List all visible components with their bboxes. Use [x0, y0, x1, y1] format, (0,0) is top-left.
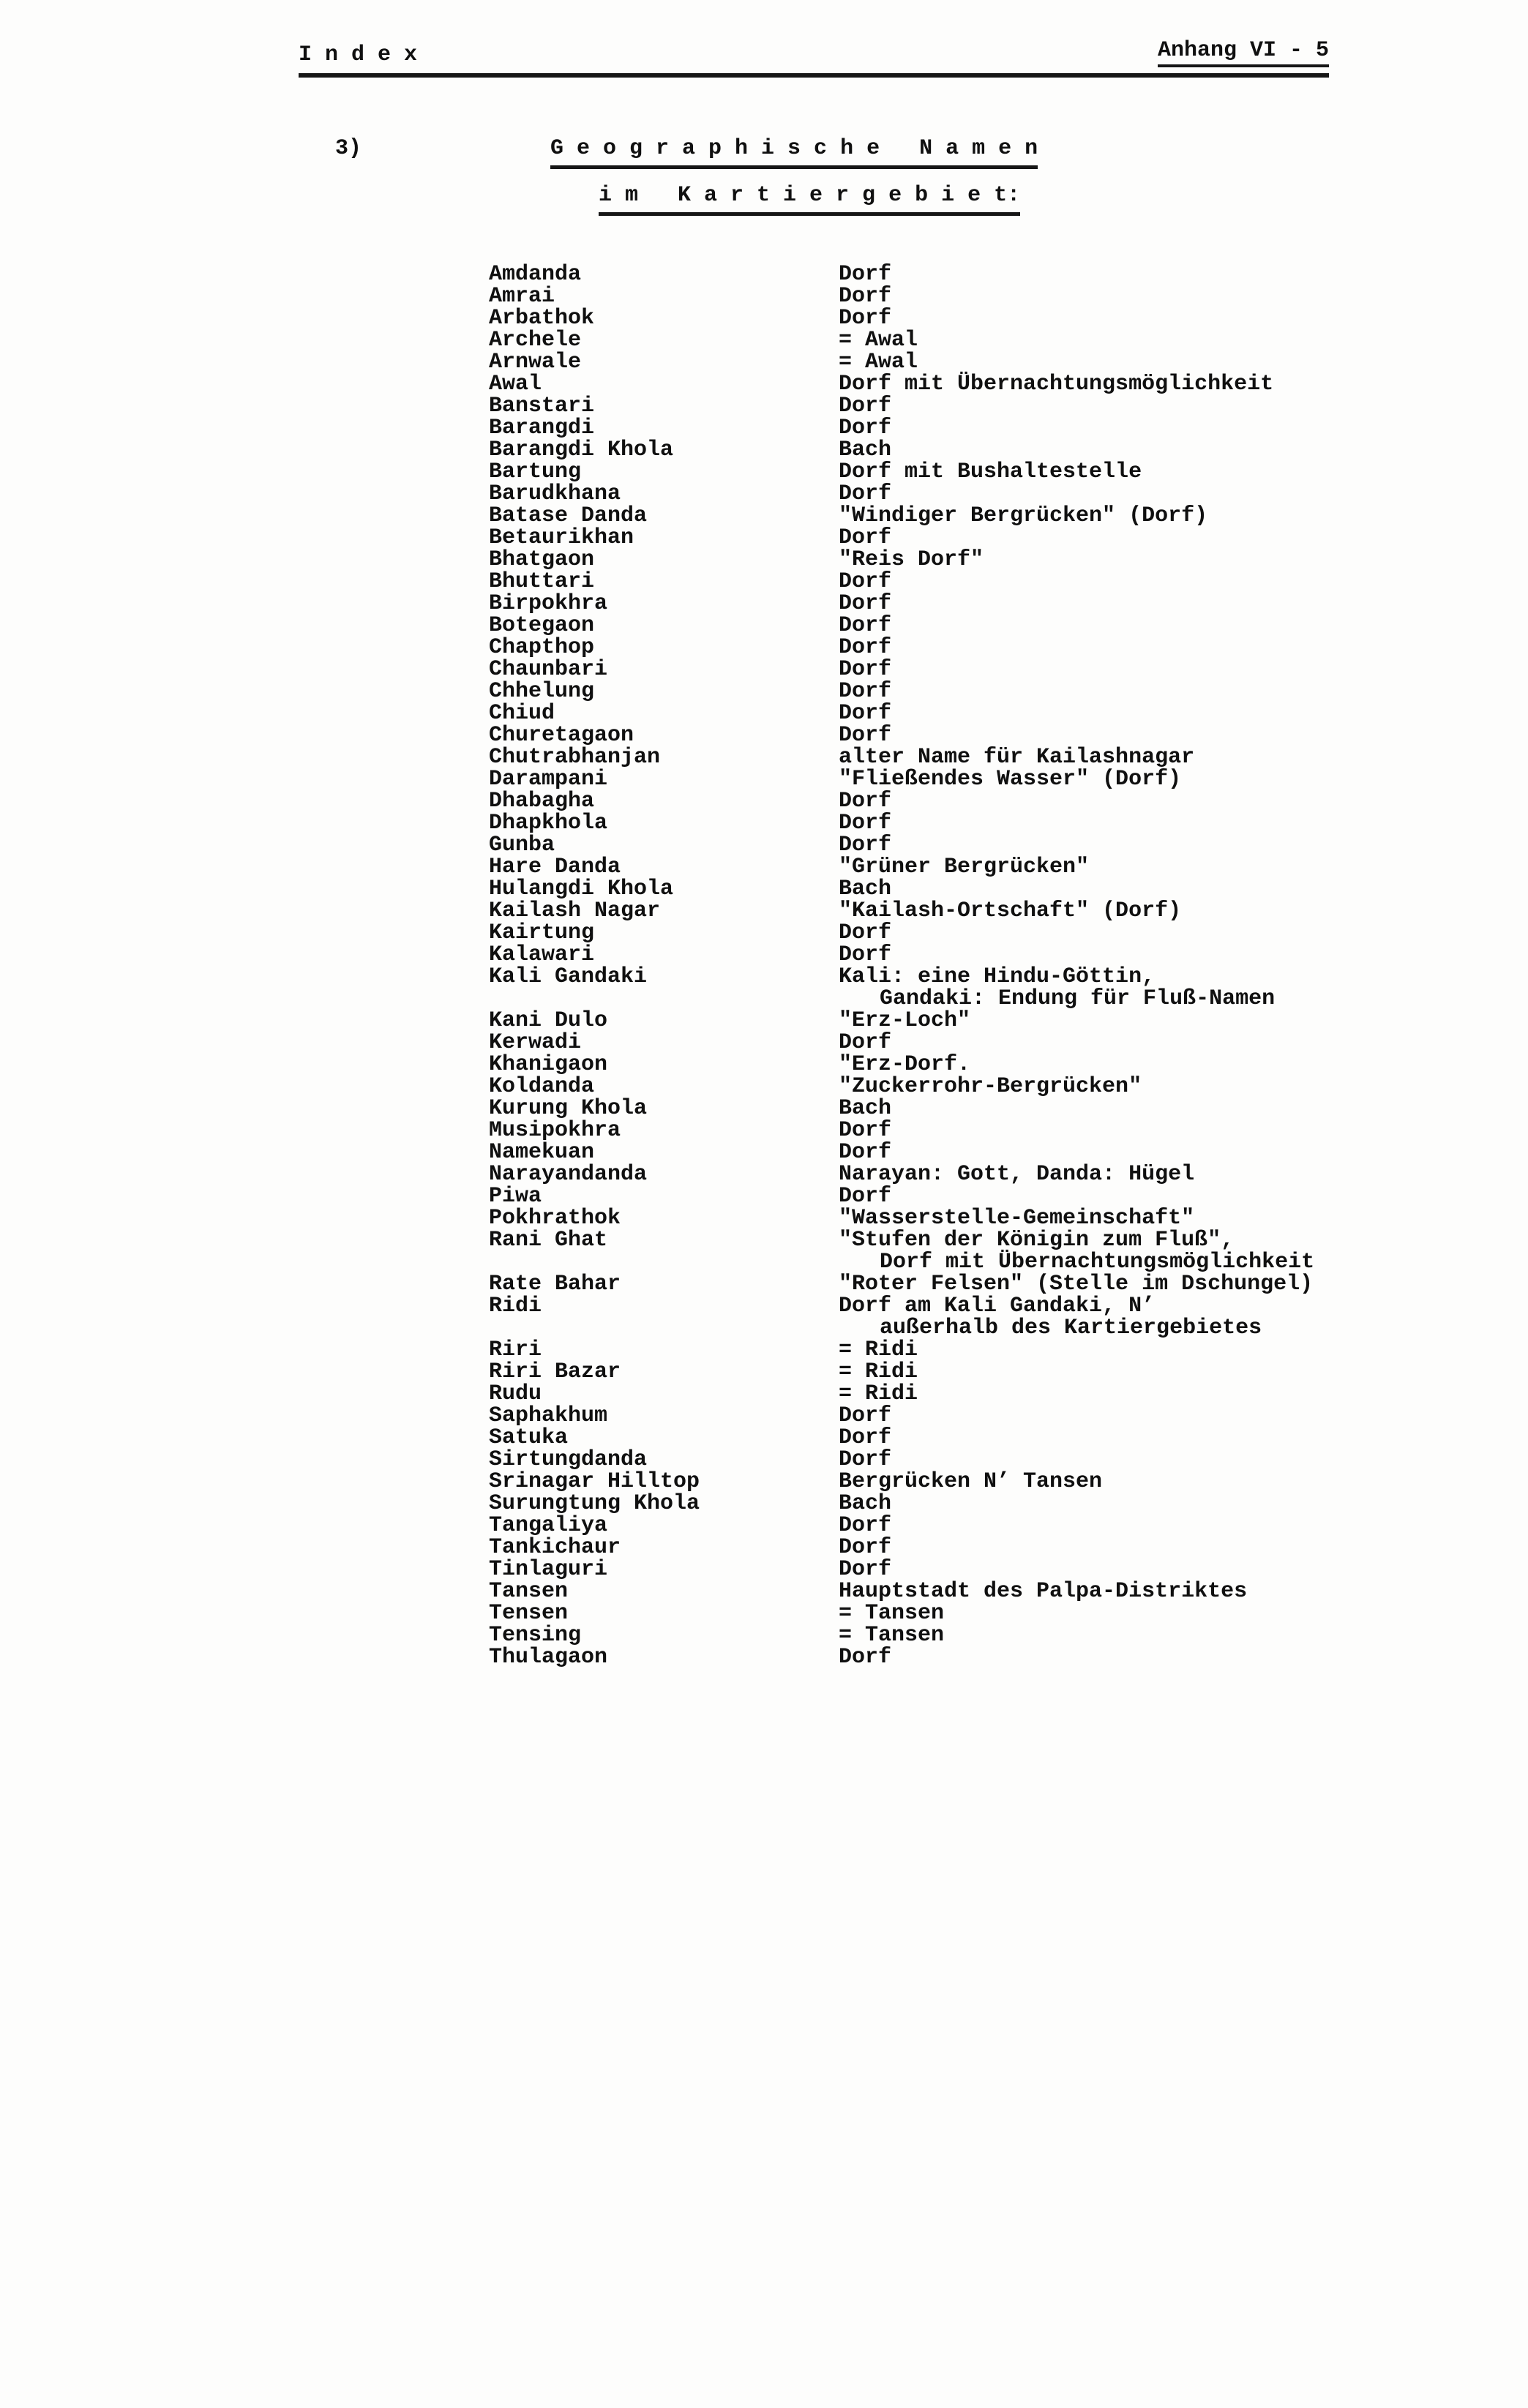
place-description-block — [839, 307, 1314, 329]
place-name: Dhabagha — [489, 789, 595, 814]
place-description-block — [839, 1515, 1314, 1537]
place-description: Dorf — [839, 284, 892, 309]
place-description: Dorf — [839, 613, 892, 638]
place-description: Dorf — [839, 723, 892, 748]
place-description: Dorf mit Übernachtungsmöglichkeit — [839, 372, 1274, 397]
place-description-block — [839, 966, 1314, 1010]
index-row — [489, 527, 1314, 549]
place-description: Dorf — [839, 635, 892, 660]
index-row — [489, 1361, 1314, 1383]
place-name: Darampani — [489, 767, 608, 792]
index-row — [489, 615, 1314, 637]
index-row — [489, 549, 1314, 571]
index-row — [489, 483, 1314, 505]
index-row — [489, 285, 1314, 307]
index-row — [489, 1295, 1314, 1339]
place-name: Riri — [489, 1338, 542, 1362]
place-name: Pokhrathok — [489, 1206, 621, 1231]
place-description-block — [839, 373, 1314, 395]
index-row — [489, 1427, 1314, 1449]
place-name: Kurung Khola — [489, 1096, 648, 1121]
place-name: Bhuttari — [489, 569, 595, 594]
place-description-block — [839, 1449, 1314, 1471]
index-row — [489, 571, 1314, 593]
place-description-block — [839, 1646, 1314, 1668]
index-row — [489, 307, 1314, 329]
place-description-continuation: außerhalb des Kartiergebietes — [880, 1316, 1262, 1340]
index-row — [489, 790, 1314, 812]
index-row — [489, 351, 1314, 373]
place-description: Dorf — [839, 306, 892, 331]
place-description: "Reis Dorf" — [839, 547, 984, 572]
place-description: Dorf — [839, 942, 892, 967]
place-description: = Ridi — [839, 1381, 918, 1406]
place-description-block — [839, 1559, 1314, 1580]
place-description-block — [839, 790, 1314, 812]
place-description-block — [839, 285, 1314, 307]
place-description-block — [839, 593, 1314, 615]
index-row — [489, 680, 1314, 702]
place-description: "Erz-Dorf. — [839, 1052, 971, 1077]
place-description-block — [839, 1427, 1314, 1449]
place-name: Tinlaguri — [489, 1557, 608, 1582]
place-name: Saphakhum — [489, 1403, 608, 1428]
place-description-block — [839, 1207, 1314, 1229]
place-description: Dorf — [839, 657, 892, 682]
place-description: = Ridi — [839, 1338, 918, 1362]
place-name: Kairtung — [489, 920, 595, 945]
place-description-block — [839, 834, 1314, 856]
place-description-block — [839, 746, 1314, 768]
place-description-block — [839, 702, 1314, 724]
place-name: Chiud — [489, 701, 555, 726]
place-name: Rate Bahar — [489, 1272, 621, 1297]
place-description-block — [839, 659, 1314, 680]
place-name: Srinagar Hilltop — [489, 1469, 700, 1494]
place-description: Dorf — [839, 811, 892, 836]
section-title-line2: i m K a r t i e r g e b i e t: — [599, 183, 1020, 216]
place-name: Surungtung Khola — [489, 1491, 700, 1516]
place-description: Bach — [839, 877, 892, 901]
place-description: Dorf mit Bushaltestelle — [839, 460, 1142, 484]
index-row — [489, 1032, 1314, 1054]
place-description-block — [839, 1119, 1314, 1141]
place-description: Dorf — [839, 1447, 892, 1472]
place-description: Dorf — [839, 1425, 892, 1450]
place-description: Dorf — [839, 262, 892, 287]
place-description-block — [839, 1185, 1314, 1207]
header-index-label: I n d e x — [299, 42, 418, 67]
place-description: Dorf — [839, 1030, 892, 1055]
index-row — [489, 1559, 1314, 1580]
place-description-block — [839, 1361, 1314, 1383]
index-row — [489, 1207, 1314, 1229]
place-description-block — [839, 812, 1314, 834]
place-name: Hare Danda — [489, 855, 621, 879]
index-row — [489, 1493, 1314, 1515]
place-description-block — [839, 1295, 1314, 1339]
place-description-block — [839, 922, 1314, 944]
header-appendix-label: Anhang VI - 5 — [1158, 38, 1329, 67]
index-row — [489, 1646, 1314, 1668]
place-description: Dorf — [839, 833, 892, 858]
place-description: = Ridi — [839, 1359, 918, 1384]
place-name: Hulangdi Khola — [489, 877, 674, 901]
place-name: Amdanda — [489, 262, 582, 287]
place-name: Batase Danda — [489, 503, 648, 528]
place-name: Barangdi Khola — [489, 438, 674, 462]
index-row — [489, 922, 1314, 944]
place-description: Dorf — [839, 1645, 892, 1670]
index-row — [489, 966, 1314, 1010]
index-row — [489, 505, 1314, 527]
place-description: "Kailash-Ortschaft" (Dorf) — [839, 899, 1182, 923]
place-description-continuation: Gandaki: Endung für Fluß-Namen — [880, 986, 1276, 1011]
place-name: Riri Bazar — [489, 1359, 621, 1384]
place-description: Bergrücken N’ Tansen — [839, 1469, 1103, 1494]
index-row — [489, 724, 1314, 746]
section-number: 3) — [335, 136, 362, 161]
index-row — [489, 461, 1314, 483]
index-row — [489, 1471, 1314, 1493]
place-description: Dorf — [839, 1557, 892, 1582]
index-row — [489, 373, 1314, 395]
place-name: Betaurikhan — [489, 525, 634, 550]
place-description: Dorf — [839, 569, 892, 594]
place-name: Narayandanda — [489, 1162, 648, 1187]
place-description: Dorf — [839, 1118, 892, 1143]
index-row — [489, 702, 1314, 724]
index-row — [489, 659, 1314, 680]
index-row — [489, 329, 1314, 351]
index-row — [489, 812, 1314, 834]
place-description-block — [839, 1493, 1314, 1515]
place-description-block — [839, 1339, 1314, 1361]
place-name: Barudkhana — [489, 481, 621, 506]
place-description-block — [839, 724, 1314, 746]
place-name: Tankichaur — [489, 1535, 621, 1560]
place-name: Namekuan — [489, 1140, 595, 1165]
place-name: Chutrabhanjan — [489, 745, 661, 770]
page-header — [299, 38, 1329, 78]
place-name: Dhapkhola — [489, 811, 608, 836]
place-description: Narayan: Gott, Danda: Hügel — [839, 1162, 1195, 1187]
place-name: Barangdi — [489, 416, 595, 440]
place-description-block — [839, 637, 1314, 659]
place-name: Kailash Nagar — [489, 899, 661, 923]
place-description: Dorf — [839, 1513, 892, 1538]
place-name: Chapthop — [489, 635, 595, 660]
place-name: Awal — [489, 372, 542, 397]
index-list — [489, 263, 1314, 1668]
index-row — [489, 1163, 1314, 1185]
place-description: "Stufen der Königin zum Fluß", — [839, 1228, 1235, 1253]
place-name: Rudu — [489, 1381, 542, 1406]
place-description: Dorf — [839, 920, 892, 945]
place-description-block — [839, 527, 1314, 549]
index-row — [489, 593, 1314, 615]
place-description: alter Name für Kailashnagar — [839, 745, 1195, 770]
place-description: Bach — [839, 438, 892, 462]
place-description-continuation: Dorf mit Übernachtungsmöglichkeit — [880, 1250, 1315, 1275]
place-name: Sirtungdanda — [489, 1447, 648, 1472]
place-name: Kalawari — [489, 942, 595, 967]
place-description: Dorf — [839, 1184, 892, 1209]
place-name: Tangaliya — [489, 1513, 608, 1538]
place-description-block — [839, 395, 1314, 417]
index-row — [489, 878, 1314, 900]
place-description-block — [839, 944, 1314, 966]
place-description: = Tansen — [839, 1601, 945, 1626]
index-row — [489, 856, 1314, 878]
index-row — [489, 1119, 1314, 1141]
place-name: Gunba — [489, 833, 555, 858]
place-description-block — [839, 768, 1314, 790]
place-description: Dorf — [839, 416, 892, 440]
place-name: Koldanda — [489, 1074, 595, 1099]
place-name: Kerwadi — [489, 1030, 582, 1055]
place-description: = Awal — [839, 350, 918, 375]
place-name: Bhatgaon — [489, 547, 595, 572]
place-name: Chaunbari — [489, 657, 608, 682]
place-description-block — [839, 329, 1314, 351]
index-row — [489, 1229, 1314, 1273]
place-description: "Roter Felsen" (Stelle im Dschungel) — [839, 1272, 1314, 1297]
place-description: Dorf — [839, 525, 892, 550]
place-description-block — [839, 1229, 1314, 1273]
place-description-block — [839, 1383, 1314, 1405]
place-description: "Erz-Loch" — [839, 1008, 971, 1033]
index-row — [489, 439, 1314, 461]
index-row — [489, 1185, 1314, 1207]
index-row — [489, 1624, 1314, 1646]
place-name: Ridi — [489, 1294, 542, 1319]
index-row — [489, 1098, 1314, 1119]
place-description-block — [839, 1054, 1314, 1076]
place-name: Tansen — [489, 1579, 569, 1604]
place-description: Dorf — [839, 481, 892, 506]
index-row — [489, 637, 1314, 659]
place-description-block — [839, 900, 1314, 922]
index-row — [489, 1449, 1314, 1471]
place-name: Bartung — [489, 460, 582, 484]
index-row — [489, 1054, 1314, 1076]
index-row — [489, 1141, 1314, 1163]
index-row — [489, 1010, 1314, 1032]
place-name: Chhelung — [489, 679, 595, 704]
place-description-block — [839, 1032, 1314, 1054]
place-description-block — [839, 1010, 1314, 1032]
index-row — [489, 1383, 1314, 1405]
index-row — [489, 1339, 1314, 1361]
place-description-block — [839, 856, 1314, 878]
place-description-block — [839, 1273, 1314, 1295]
place-description: Dorf — [839, 679, 892, 704]
place-name: Tensen — [489, 1601, 569, 1626]
place-description-block — [839, 439, 1314, 461]
index-row — [489, 746, 1314, 768]
index-row — [489, 1076, 1314, 1098]
place-name: Birpokhra — [489, 591, 608, 616]
place-name: Amrai — [489, 284, 555, 309]
place-description: Dorf am Kali Gandaki, N’ — [839, 1294, 1156, 1319]
place-name: Archele — [489, 328, 582, 353]
place-name: Musipokhra — [489, 1118, 621, 1143]
place-name: Banstari — [489, 394, 595, 419]
place-name: Satuka — [489, 1425, 569, 1450]
place-description: Dorf — [839, 1535, 892, 1560]
index-row — [489, 834, 1314, 856]
place-description: Bach — [839, 1096, 892, 1121]
place-description: Kali: eine Hindu-Göttin, — [839, 964, 1156, 989]
place-name: Arbathok — [489, 306, 595, 331]
place-description-block — [839, 680, 1314, 702]
index-row — [489, 417, 1314, 439]
place-description: Dorf — [839, 394, 892, 419]
place-description-block — [839, 1580, 1314, 1602]
index-row — [489, 1602, 1314, 1624]
place-name: Khanigaon — [489, 1052, 608, 1077]
index-row — [489, 395, 1314, 417]
place-description: Dorf — [839, 1140, 892, 1165]
place-description-block — [839, 263, 1314, 285]
index-row — [489, 1537, 1314, 1559]
place-description-block — [839, 417, 1314, 439]
place-name: Botegaon — [489, 613, 595, 638]
place-name: Churetagaon — [489, 723, 634, 748]
place-description: Dorf — [839, 789, 892, 814]
place-description-block — [839, 615, 1314, 637]
place-description-block — [839, 1602, 1314, 1624]
index-row — [489, 900, 1314, 922]
place-description-block — [839, 878, 1314, 900]
index-row — [489, 944, 1314, 966]
section-title-line1: G e o g r a p h i s c h e N a m e n — [550, 136, 1038, 169]
place-description-block — [839, 571, 1314, 593]
place-name: Rani Ghat — [489, 1228, 608, 1253]
place-description-block — [839, 1098, 1314, 1119]
place-description: Dorf — [839, 591, 892, 616]
place-name: Piwa — [489, 1184, 542, 1209]
place-description-block — [839, 1624, 1314, 1646]
place-description: Bach — [839, 1491, 892, 1516]
index-row — [489, 1515, 1314, 1537]
place-description-block — [839, 549, 1314, 571]
index-row — [489, 1580, 1314, 1602]
place-description: = Awal — [839, 328, 918, 353]
index-row — [489, 1405, 1314, 1427]
place-description: Hauptstadt des Palpa-Distriktes — [839, 1579, 1248, 1604]
place-name: Tensing — [489, 1623, 582, 1648]
place-description-block — [839, 505, 1314, 527]
place-description: Dorf — [839, 701, 892, 726]
index-row — [489, 263, 1314, 285]
place-description: = Tansen — [839, 1623, 945, 1648]
index-row — [489, 1273, 1314, 1295]
place-description-block — [839, 1537, 1314, 1559]
index-row — [489, 768, 1314, 790]
place-description-block — [839, 1141, 1314, 1163]
place-description-block — [839, 483, 1314, 505]
place-description: "Fließendes Wasser" (Dorf) — [839, 767, 1182, 792]
place-name: Arnwale — [489, 350, 582, 375]
place-description: "Wasserstelle-Gemeinschaft" — [839, 1206, 1195, 1231]
place-description-block — [839, 1405, 1314, 1427]
place-name: Kani Dulo — [489, 1008, 608, 1033]
place-name: Thulagaon — [489, 1645, 608, 1670]
place-name: Kali Gandaki — [489, 964, 648, 989]
place-description-block — [839, 1163, 1314, 1185]
place-description-block — [839, 1471, 1314, 1493]
place-description-block — [839, 1076, 1314, 1098]
place-description: "Zuckerrohr-Bergrücken" — [839, 1074, 1142, 1099]
place-description-block — [839, 351, 1314, 373]
place-description: "Grüner Bergrücken" — [839, 855, 1090, 879]
place-description-block — [839, 461, 1314, 483]
place-description: "Windiger Bergrücken" (Dorf) — [839, 503, 1208, 528]
place-description: Dorf — [839, 1403, 892, 1428]
